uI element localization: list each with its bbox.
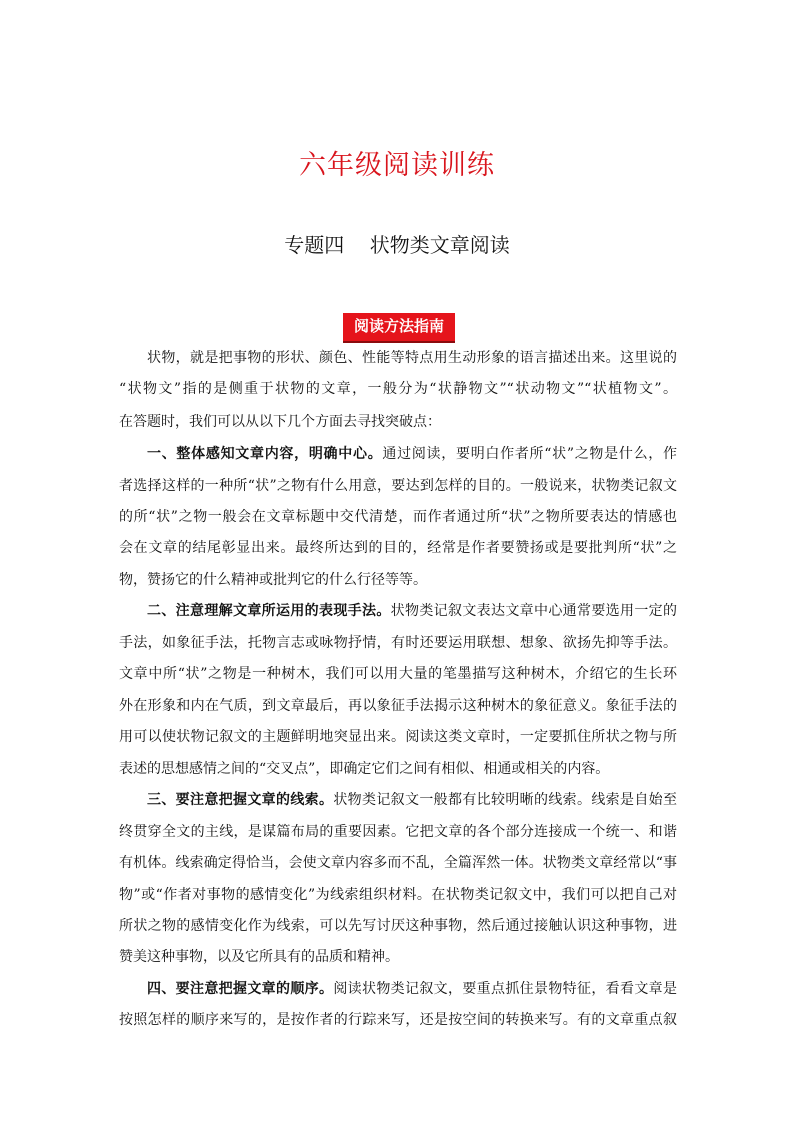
section-line: 文章中所“状”之物是一种树木，我们可以用大量的笔墨描写这种树木，介绍它的生长环: [119, 666, 677, 682]
section-text: 通过阅读，要明白作者所“状”之物是什么，作: [382, 446, 677, 462]
page-subtitle: 专题四 状物类文章阅读: [284, 233, 510, 257]
section-line: 物，赞扬它的什么精神或批判它的什么行径等等。: [119, 572, 427, 588]
section-first-line: [147, 601, 677, 621]
section-first-line: [147, 444, 677, 464]
section-text: 状物类记叙文表达文章中心通常要选用一定的: [390, 603, 677, 619]
section-line: 会在文章的结尾彰显出来。最终所达到的目的，经常是作者要赞扬或是要批判所“状”之: [119, 540, 677, 556]
section-line: 用可以使状物记叙文的主题鲜明地突显出来。阅读这类文章时，一定要抓住所状之物与所: [119, 729, 677, 745]
section-line: 者选择这样的一种所“状”之物有什么用意，要达到怎样的目的。一般说来，状物类记叙文: [119, 478, 677, 494]
section-heading: 二、注意理解文章所运用的表现手法。: [147, 603, 391, 619]
intro-line: 状物，就是把事物的形状、颜色、性能等特点用生动形象的语言描述出来。这里说的: [147, 350, 677, 366]
intro-line: “状物文”指的是侧重于状物的文章，一般分为“状静物文”“状动物文”“状植物文”。: [119, 381, 677, 397]
section-line: 终贯穿全文的主线，是谋篇布局的重要因素。它把文章的各个部分连接成一个统一、和谐: [119, 824, 677, 840]
page-title: 六年级阅读训练: [299, 150, 495, 181]
section-line: 外在形象和内在气质，到文章最后，再以象征手法揭示这种树木的象征意义。象征手法的: [119, 698, 677, 714]
section-heading: 三、要注意把握文章的线索。: [147, 792, 334, 808]
section-line: 物”或“作者对事物的感情变化”为线索组织材料。在状物类记叙文中，我们可以把自己对: [119, 887, 677, 903]
section-line: 赞美这种事物，以及它所具有的品质和精神。: [119, 949, 399, 965]
section-text: 状物类记叙文一般都有比较明晰的线索。线索是自始至: [333, 792, 677, 808]
section-line: 的所“状”之物一般会在文章标题中交代清楚，而作者通过所“状”之物所要表达的情感也: [119, 509, 677, 525]
section-first-line: [147, 979, 677, 999]
section-text: 阅读状物类记叙文，要重点抓住景物特征，看看文章是: [333, 981, 677, 997]
section-heading: 四、要注意把握文章的顺序。: [147, 981, 334, 997]
section-line: 按照怎样的顺序来写的，是按作者的行踪来写，还是按空间的转换来写。有的文章重点叙: [119, 1012, 677, 1028]
section-line: 所状之物的感情变化作为线索，可以先写讨厌这种事物，然后通过接触认识这种事物，进: [119, 918, 677, 934]
section-first-line: [147, 790, 677, 810]
section-line: 手法，如象征手法，托物言志或咏物抒情，有时还要运用联想、想象、欲扬先抑等手法。: [119, 635, 677, 651]
section-line: 表述的思想感情之间的“交叉点”，即确定它们之间有相似、相通或相关的内容。: [119, 761, 610, 777]
intro-line: 在答题时，我们可以从以下几个方面去寻找突破点：: [119, 414, 441, 430]
section-badge: 阅读方法指南: [343, 313, 455, 343]
section-heading: 一、整体感知文章内容，明确中心。: [147, 446, 383, 462]
section-line: 有机体。线索确定得恰当，会使文章内容多而不乱，全篇浑然一体。状物类文章经常以“事: [119, 855, 677, 871]
